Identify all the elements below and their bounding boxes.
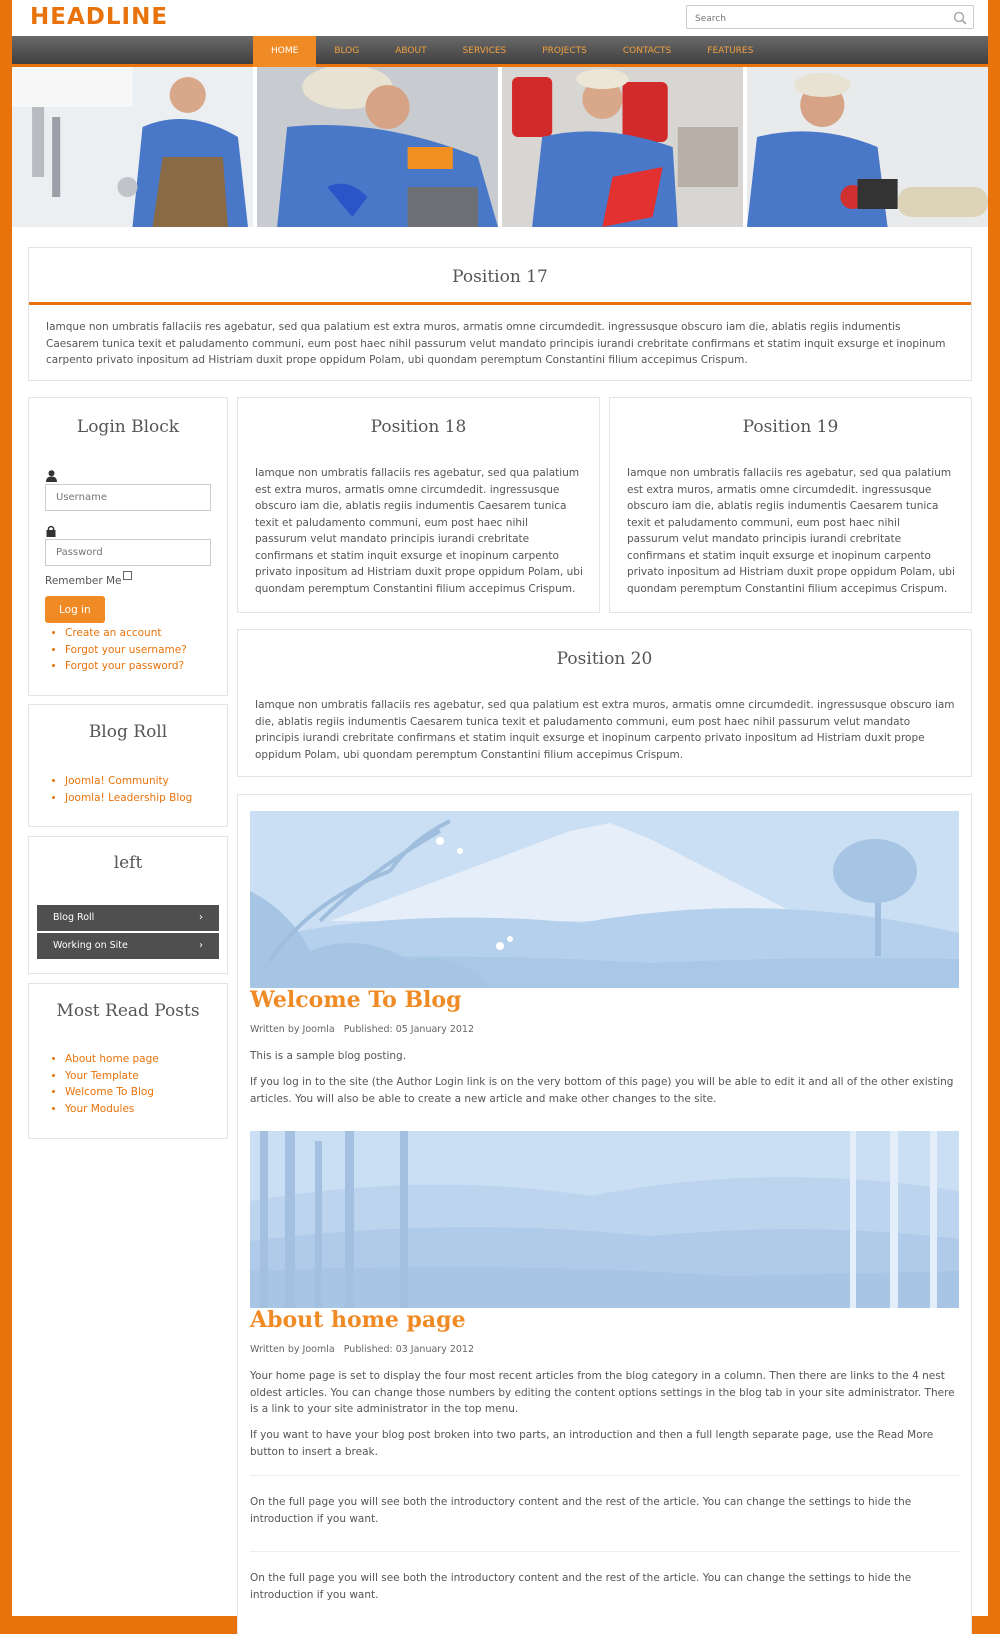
list-item[interactable]	[65, 790, 192, 807]
menu-item-working-on-site[interactable]	[37, 933, 219, 959]
about-home-page-link[interactable]: About home page	[65, 1053, 159, 1065]
password-input[interactable]	[45, 539, 211, 566]
remember-me-checkbox[interactable]	[123, 571, 132, 580]
list-item[interactable]	[65, 625, 187, 642]
post-paragraph: If you log in to the site (the Author Login link is on the very bottom of this page) you will be able to edit it and all of the other existing articles. You will also be able to create a new article and make other changes to the site.	[250, 1076, 954, 1105]
post-title-welcome-to-blog[interactable]: Welcome To Blog	[250, 987, 462, 1013]
position-20-text: Iamque non umbratis fallaciis res agebatur, sed qua palatium est extra muros, armatis omne circumdedit. ingressusque obscuro iam die, ablatis regiis indumentis Caesarem tunica texit et paludamento communi, eum post haec nihil passurum velut mandato principis iurandi crebritate confirmans et statim inquit exsurge et inopinum carpento privato inpositum ad Histriam duxit prope oppidum Polam, ubi quondam peremptum Constantini filium accepimus Crispum.	[255, 699, 955, 761]
search-box[interactable]	[686, 5, 974, 29]
nav-features[interactable]: FEATURES	[707, 46, 754, 56]
most-read-links	[29, 1051, 159, 1117]
welcome-to-blog-link[interactable]: Welcome To Blog	[65, 1086, 154, 1098]
banner-photo-plumber-sink	[12, 67, 253, 227]
position-18-text: Iamque non umbratis fallaciis res agebatur, sed qua palatium est extra muros, armatis omne circumdedit. ingressusque obscuro iam die, ablatis regiis indumentis Caesarem tunica texit et paludamento communi, eum post haec nihil passurum velut mandato principis iurandi crebritate confirmans et statim inquit exsurge et inopinum carpento privato inpositum ad Histriam duxit prope oppidum Polam, ubi quondam peremptum Constantini filium accepimus Crispum.	[255, 467, 583, 595]
nav-home[interactable]: HOME	[253, 36, 316, 67]
menu-item-label: Working on Site	[53, 940, 128, 951]
list-item[interactable]	[65, 773, 192, 790]
divider	[250, 1551, 959, 1552]
blog-roll-module	[28, 704, 228, 827]
menu-item-blog-roll[interactable]	[37, 905, 219, 931]
search-icon[interactable]	[953, 11, 967, 25]
position-19-text: Iamque non umbratis fallaciis res agebatur, sed qua palatium est extra muros, armatis omne circumdedit. ingressusque obscuro iam die, ablatis regiis indumentis Caesarem tunica texit et paludamento communi, eum post haec nihil passurum velut mandato principis iurandi crebritate confirmans et statim inquit exsurge et inopinum carpento privato inpositum ad Histriam duxit prope oppidum Polam, ubi quondam peremptum Constantini filium accepimus Crispum.	[627, 467, 955, 595]
post-date: Published: 03 January 2012	[343, 1344, 475, 1355]
post-image-mountain	[250, 811, 959, 988]
banner-photo-valve	[747, 67, 988, 227]
login-block	[28, 397, 228, 696]
forgot-password-link[interactable]: Forgot your password?	[65, 660, 185, 672]
blog-roll-links	[29, 773, 192, 806]
search-input[interactable]	[687, 8, 937, 30]
banner	[12, 67, 988, 227]
post-paragraph: This is a sample blog posting.	[250, 1050, 407, 1062]
post-paragraph: If you want to have your blog post broken into two parts, an introduction and then a full length separate page, use the Read More button to insert a break.	[250, 1429, 934, 1458]
user-icon	[46, 470, 57, 482]
post-meta	[250, 1024, 474, 1035]
position-18	[237, 397, 600, 613]
remember-me-label: Remember Me	[45, 575, 122, 587]
most-read-title: Most Read Posts	[56, 1001, 200, 1021]
post-paragraph: On the full page you will see both the introductory content and the rest of the article. You can change the settings to hide the introduction if you want.	[250, 1496, 912, 1525]
joomla-community-link[interactable]: Joomla! Community	[65, 775, 169, 787]
banner-photo-boiler-room	[502, 67, 743, 227]
left-menu-title: left	[113, 853, 143, 873]
page	[12, 0, 988, 1616]
site-logo[interactable]: HEADLINE	[30, 4, 169, 30]
blog-roll-title: Blog Roll	[88, 722, 168, 742]
position-17	[28, 247, 972, 381]
position-19-title: Position 19	[742, 417, 839, 437]
list-item[interactable]	[65, 1084, 159, 1101]
position-17-title: Position 17	[452, 267, 548, 287]
post-author: Written by Joomla	[250, 1344, 335, 1355]
most-read-module	[28, 983, 228, 1139]
post-meta	[250, 1344, 474, 1355]
chevron-right-icon: ›	[199, 912, 203, 923]
your-template-link[interactable]: Your Template	[65, 1069, 139, 1082]
post-image-bamboo	[250, 1131, 959, 1308]
list-item[interactable]	[65, 1101, 159, 1118]
list-item[interactable]	[65, 1068, 159, 1085]
list-item[interactable]	[65, 642, 187, 659]
main-nav	[12, 36, 988, 67]
forgot-username-link[interactable]: Forgot your username?	[65, 643, 187, 656]
banner-photo-technician	[257, 67, 498, 227]
blog-posts	[237, 794, 972, 1634]
lock-icon	[46, 525, 56, 537]
post-paragraph: On the full page you will see both the introductory content and the rest of the article. You can change the settings to hide the introduction if you want.	[250, 1572, 912, 1601]
create-account-link[interactable]: Create an account	[65, 627, 162, 639]
login-block-title: Login Block	[76, 417, 180, 437]
position-18-title: Position 18	[370, 417, 467, 437]
nav-about[interactable]: ABOUT	[395, 46, 427, 56]
your-modules-link[interactable]: Your Modules	[65, 1102, 135, 1115]
nav-projects[interactable]: PROJECTS	[542, 46, 587, 56]
post-author: Written by Joomla	[250, 1024, 335, 1035]
position-20-title: Position 20	[556, 649, 653, 669]
left-menu-module	[28, 836, 228, 974]
divider	[250, 1475, 959, 1476]
chevron-right-icon: ›	[199, 940, 203, 951]
joomla-leadership-blog-link[interactable]: Joomla! Leadership Blog	[65, 791, 193, 804]
nav-blog[interactable]: BLOG	[334, 46, 360, 56]
list-item[interactable]	[65, 1051, 159, 1068]
menu-item-label: Blog Roll	[53, 912, 95, 923]
position-20	[237, 629, 972, 777]
post-title-about-home-page[interactable]: About home page	[250, 1307, 466, 1333]
position-19	[609, 397, 972, 613]
post-date: Published: 05 January 2012	[343, 1024, 475, 1035]
username-input[interactable]	[45, 484, 211, 511]
login-button[interactable]: Log in	[45, 596, 105, 623]
header	[12, 0, 988, 36]
post-paragraph: Your home page is set to display the four most recent articles from the blog category in a column. Then there are links to the 4 nest oldest articles. You can change those numbers by editing the content options settings in the blog tab in your site administrator. There is a link to your site administrator in the top menu.	[250, 1370, 955, 1415]
nav-services[interactable]: SERVICES	[462, 46, 507, 56]
login-links	[29, 625, 187, 675]
list-item[interactable]	[65, 658, 187, 675]
nav-contacts[interactable]: CONTACTS	[622, 46, 672, 56]
position-17-text: Iamque non umbratis fallaciis res agebatur, sed qua palatium est extra muros, armatis omne circumdedit. ingressusque obscuro iam die, ablatis regiis indumentis Caesarem tunica texit et paludamento communi, eum post haec nihil passurum velut mandato principis iurandi crebritate confirmans et statim inquit exsurge et inopinum carpento privato inpositum ad Histriam duxit prope oppidum Polam, ubi quondam peremptum Constantini filium accepimus Crispum.	[46, 321, 946, 366]
